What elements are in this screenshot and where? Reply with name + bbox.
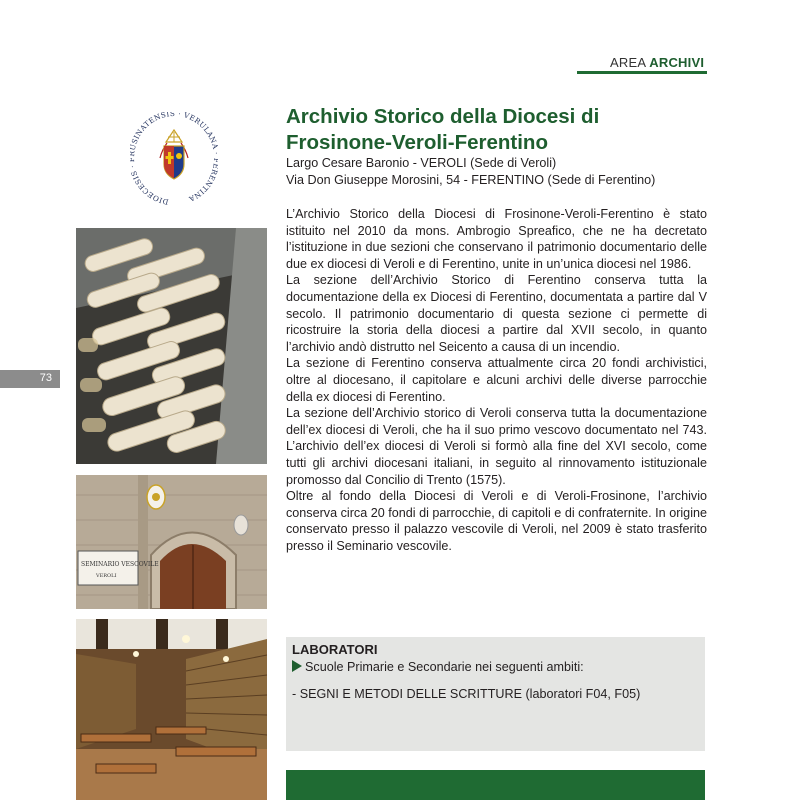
- photo-seminary-entrance: [76, 475, 267, 609]
- footer-green-bar: [286, 770, 705, 800]
- play-arrow-icon: [292, 660, 302, 672]
- laboratori-box: [286, 637, 705, 751]
- address-block: [286, 155, 655, 189]
- photo-reading-room: [76, 619, 267, 800]
- page-title: Archivio Storico della Diocesi di Frosinone-Veroli-Ferentino: [286, 105, 600, 154]
- section-label-name: ARCHIVI: [649, 55, 705, 70]
- paragraph: La sezione dell’Archivio Storico di Ferentino conserva tutta la documentazione della ex Diocesi di Ferentino, documentata a partire dal V secolo. Il patrimonio documentario di questa sezione ci permette di ricostruire la storia della diocesi a partire dal XVII secolo, in quanto l’archivio andò distrutto nel Seicento a causa di un incendio.: [286, 273, 707, 354]
- page-number-tab: [0, 370, 60, 388]
- paragraph: La sezione di Ferentino conserva attualmente circa 20 fondi archivistici, oltre al diocesano, il capitolare e alcuni archivi delle diverse parrocchie della ex diocesi di Ferentino.: [286, 356, 707, 404]
- laboratori-title: LABORATORI: [292, 642, 378, 657]
- laboratori-intro-text: Scuole Primarie e Secondarie nei seguenti ambiti:: [305, 660, 584, 674]
- laboratori-item: - SEGNI E METODI DELLE SCRITTURE (laboratori F04, F05): [292, 687, 641, 701]
- crest-motto: DIOECESIS SINATENSIS · VERULAN ENTINA: [130, 112, 218, 207]
- page-number: 73: [39, 372, 52, 384]
- address-veroli: Largo Cesare Baronio - VEROLI (Sede di Veroli): [286, 156, 557, 170]
- section-label-prefix: AREA: [610, 55, 646, 70]
- paragraph: L’Archivio Storico della Diocesi di Frosinone-Veroli-Ferentino è stato istituito nel 2010 da mons. Ambrogio Spreafico, che ne ha decretato l’istituzione in due sezioni che conservano il patrimonio documentario delle due ex diocesi di Veroli e di Ferentino, unite in un’unica diocesi nel 1986.: [286, 207, 707, 271]
- section-label: [610, 55, 704, 70]
- paragraph: Oltre al fondo della Diocesi di Veroli e di Veroli-Frosinone, l’archivio conserva circa 20 fondi di parrocchie, di capitoli e di confraternite. In origine conservato presso il palazzo vescovile di Veroli, nel 2009 è stato trasferito presso il Seminario vescovile.: [286, 489, 707, 553]
- header-rule: [577, 71, 707, 74]
- paragraph: La sezione dell’Archivio storico di Veroli conserva tutta la documentazione dell’ex diocesi di Veroli, che ha il suo primo vescovo documentato nel 743. L’archivio dell’ex diocesi di Veroli si formò alla fine del XVI secolo, come tutti gli archivi diocesani italiani, in seguito al rinnovamento istituzionale promosso dal Concilio di Trento (1575).: [286, 406, 707, 487]
- sign-text-line1: SEMINARIO VESCOVILE: [81, 561, 159, 568]
- photo-archive-scrolls: [76, 228, 267, 464]
- coat-of-arms-icon: [130, 112, 218, 208]
- body-text: [286, 206, 707, 554]
- laboratori-intro: [292, 660, 584, 674]
- address-ferentino: Via Don Giuseppe Morosini, 54 - FERENTINO (Sede di Ferentino): [286, 173, 656, 187]
- sign-text-line2: VEROLI: [96, 573, 117, 579]
